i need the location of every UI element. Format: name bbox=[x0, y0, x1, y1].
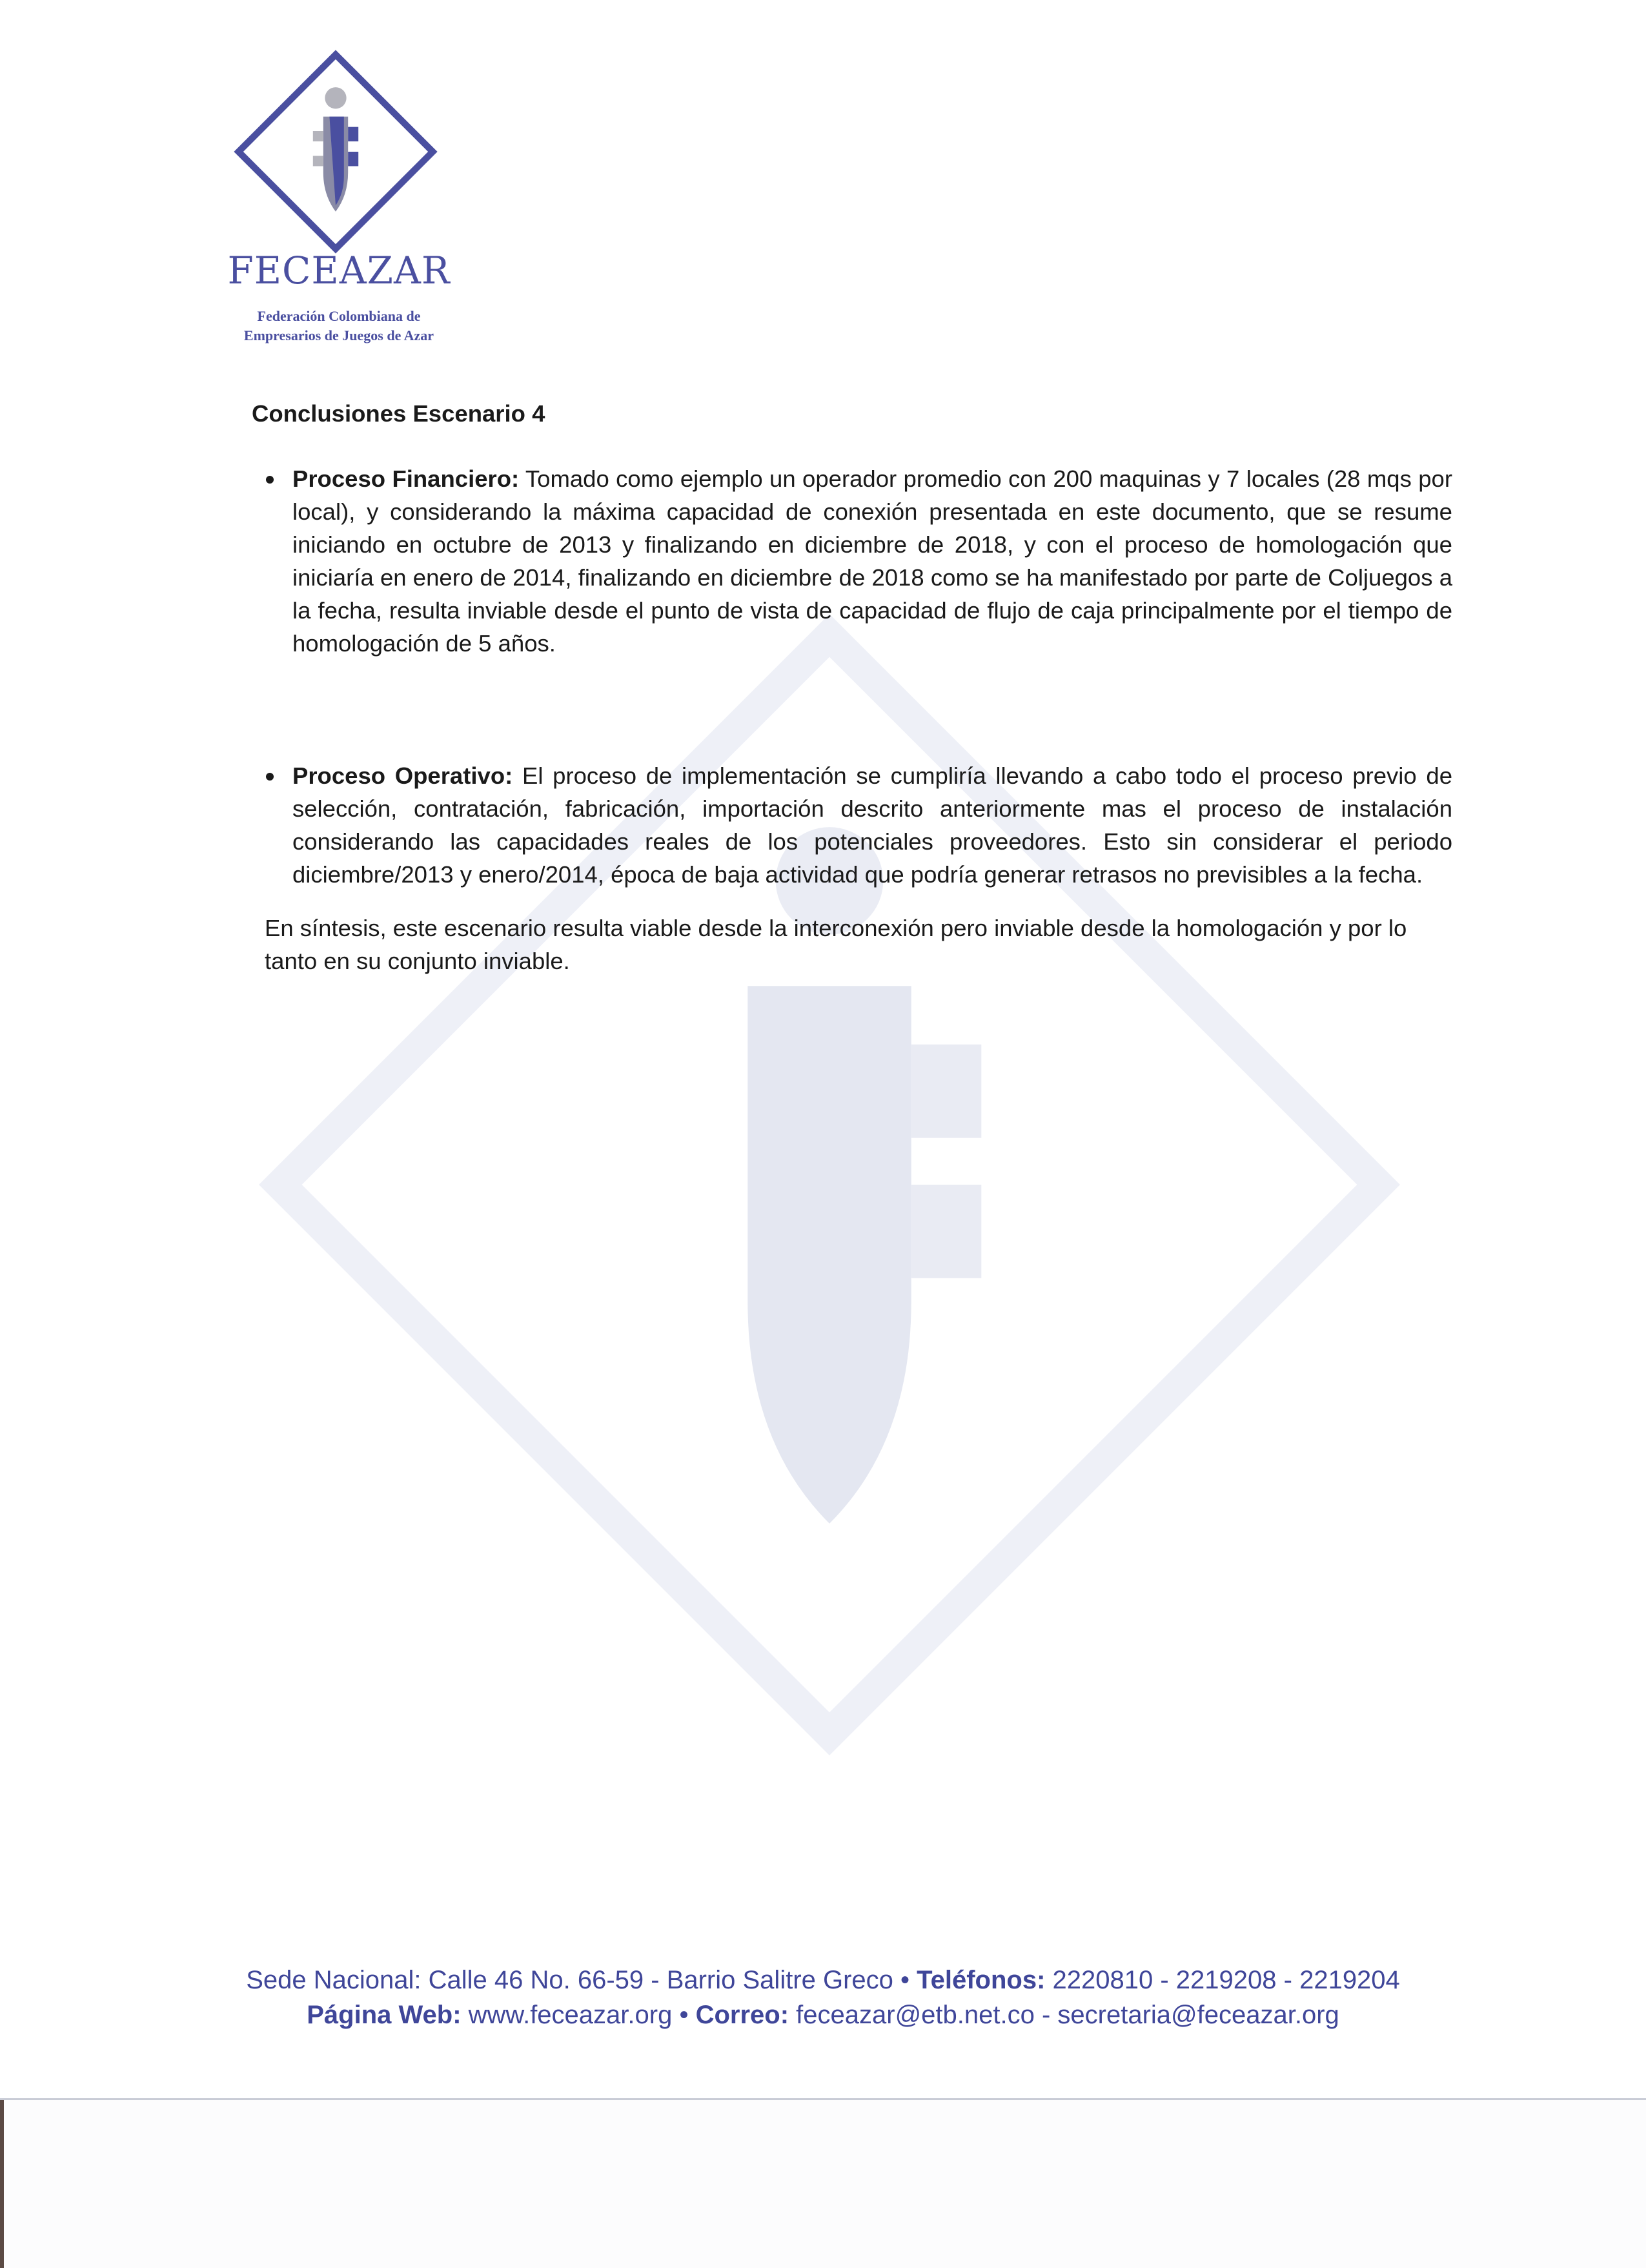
letterhead-logo bbox=[219, 48, 452, 255]
bullet-text: Tomado como ejemplo un operador promedio con 200 maquinas y 7 locales (28 mqs por local), y considerando la máxima capacidad de conexión presentada en este documento, que se resume iniciando en octubre de 2013 y finalizando en diciembre de 2018, y con el proceso de homologación que iniciaría en enero de 2014, finalizando en diciembre de 2018 como se ha manifestado por parte de Coljuegos a la fecha, resulta inviable desde el punto de vista de capacidad de flujo de caja principalmente por el tiempo de homologación de 5 años. bbox=[292, 465, 1452, 657]
section-heading: Conclusiones Escenario 4 bbox=[252, 400, 545, 427]
org-name: FECEAZAR bbox=[227, 249, 451, 292]
footer-phones: 2220810 - 2219208 - 2219204 bbox=[1045, 1966, 1400, 1994]
footer-email: feceazar@etb.net.co - secretaria@feceazar.org bbox=[789, 2001, 1339, 2029]
footer-web-label: Página Web: bbox=[307, 2001, 462, 2029]
bullet-dot-icon bbox=[266, 476, 274, 484]
bullet-financial-process bbox=[252, 462, 1452, 660]
bullet-text: El proceso de implementación se cumpliría llevando a cabo todo el proceso previo de selección, contratación, fabricación, importación descrito anteriormente mas el proceso de instalación considerando las capacidades reales de los potenciales proveedores. Esto sin considerar el periodo diciembre/2013 y enero/2014, época de baja actividad que podría generar retrasos no previsibles a la fecha. bbox=[292, 762, 1452, 888]
org-subtitle-line2: Empresarios de Juegos de Azar bbox=[243, 327, 434, 343]
footer-line-1 bbox=[0, 1963, 1646, 1997]
footer-line-2 bbox=[0, 1997, 1646, 2032]
org-subtitle bbox=[213, 307, 465, 345]
scan-bottom-strip bbox=[0, 2100, 1646, 2268]
footer-separator: • bbox=[893, 1966, 917, 1994]
document-body bbox=[252, 397, 1452, 977]
footer-phones-label: Teléfonos: bbox=[917, 1966, 1046, 1994]
summary-paragraph: En síntesis, este escenario resulta viable desde la interconexión pero inviable desde la homologación y por lo tanto en su conjunto inviable. bbox=[265, 915, 1407, 974]
footer-separator: • bbox=[672, 2001, 696, 2029]
scan-left-edge bbox=[0, 2100, 4, 2268]
bullet-operational-process bbox=[252, 759, 1452, 891]
bullet-dot-icon bbox=[266, 773, 274, 781]
footer-email-label: Correo: bbox=[695, 2001, 789, 2029]
feceazar-diamond-logo-icon bbox=[232, 48, 439, 255]
bullet-label: Proceso Financiero: bbox=[292, 465, 520, 492]
footer-address: Sede Nacional: Calle 46 No. 66-59 - Barrio Salitre Greco bbox=[246, 1966, 893, 1994]
letterhead-footer bbox=[0, 1963, 1646, 2032]
footer-web: www.feceazar.org bbox=[461, 2001, 673, 2029]
org-subtitle-line1: Federación Colombiana de bbox=[257, 308, 421, 324]
bullet-label: Proceso Operativo: bbox=[292, 762, 513, 789]
